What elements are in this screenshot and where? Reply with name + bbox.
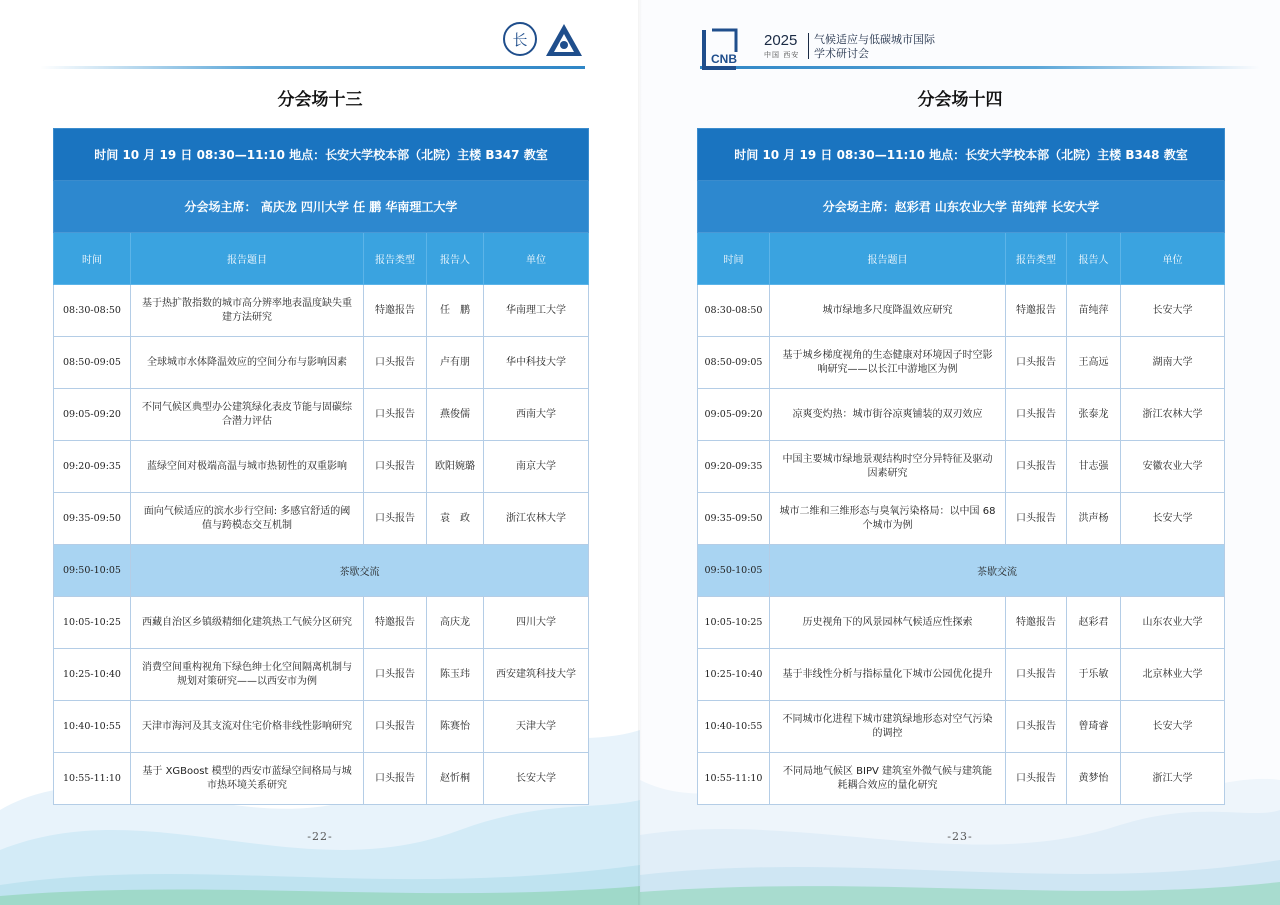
conference-title: [814, 33, 935, 61]
talk-time: 09:35-09:50: [54, 493, 131, 545]
conference-title-line: 气候适应与低碳城市国际: [814, 33, 935, 46]
talk-topic: 面向气候适应的滨水步行空间: 多感官舒适的阈值与跨模态交互机制: [131, 493, 364, 545]
break-time: 09:50-10:05: [54, 545, 131, 597]
talk-topic: 不同气候区典型办公建筑绿化表皮节能与固碳综合潜力评估: [131, 389, 364, 441]
talk-speaker: 卢有朋: [427, 337, 484, 389]
talk-topic: 基于热扩散指数的城市高分辨率地表温度缺失重建方法研究: [131, 285, 364, 337]
chair-row: [698, 181, 1225, 233]
talk-speaker: 陈赛怡: [427, 701, 484, 753]
column-header: 报告题目: [770, 233, 1006, 285]
talk-speaker: 赵彩君: [1067, 597, 1121, 649]
column-header: 时间: [54, 233, 131, 285]
talk-topic: 基于城乡梯度视角的生态健康对环境因子时空影响研究——以长江中游地区为例: [770, 337, 1006, 389]
cnb-logo-icon: [700, 28, 740, 70]
table-header: [54, 233, 589, 285]
talk-unit: 长安大学: [1121, 701, 1225, 753]
talk-type: 特邀报告: [1006, 597, 1067, 649]
talk-time: 09:05-09:20: [698, 389, 770, 441]
time-location-info: 时间 10 月 19 日 08:30—11:10 地点：长安大学校本部（北院）主楼 B347 教室: [54, 129, 589, 181]
schedule-table: [697, 128, 1225, 805]
conference-year: 2025: [764, 32, 798, 49]
seal-char: 长: [512, 30, 528, 49]
talk-time: 09:05-09:20: [54, 389, 131, 441]
table-row: [54, 337, 589, 389]
table-row: [698, 701, 1225, 753]
column-header: 报告类型: [364, 233, 427, 285]
talk-topic: 基于非线性分析与指标量化下城市公园优化提升: [770, 649, 1006, 701]
talk-time: 08:30-08:50: [698, 285, 770, 337]
talk-type: 口头报告: [364, 701, 427, 753]
talk-speaker: 洪声杨: [1067, 493, 1121, 545]
time-location-info: 时间 10 月 19 日 08:30—11:10 地点：长安大学校本部（北院）主楼 B348 教室: [698, 129, 1225, 181]
talk-time: 10:25-10:40: [54, 649, 131, 701]
talk-time: 09:35-09:50: [698, 493, 770, 545]
triangle-emblem-icon: [544, 22, 584, 58]
table-header: [698, 233, 1225, 285]
talk-speaker: 陈玉玮: [427, 649, 484, 701]
column-header: 时间: [698, 233, 770, 285]
talk-topic: 基于 XGBoost 模型的西安市蓝绿空间格局与城市热环境关系研究: [131, 753, 364, 805]
book-spine-shadow: [638, 0, 642, 905]
talk-type: 口头报告: [364, 441, 427, 493]
talk-type: 口头报告: [1006, 441, 1067, 493]
break-row: [698, 545, 1225, 597]
talk-unit: 浙江农林大学: [1121, 389, 1225, 441]
column-header: 单位: [1121, 233, 1225, 285]
talk-unit: 西安建筑科技大学: [484, 649, 589, 701]
header-divider: [808, 33, 809, 59]
talk-speaker: 赵忻桐: [427, 753, 484, 805]
column-header: 报告人: [1067, 233, 1121, 285]
talk-topic: 城市二维和三维形态与臭氧污染格局：以中国 68 个城市为例: [770, 493, 1006, 545]
chair-row: [54, 181, 589, 233]
table-row: [54, 701, 589, 753]
conference-title-line: 学术研讨会: [814, 47, 869, 60]
talk-time: 09:20-09:35: [54, 441, 131, 493]
talk-time: 10:40-10:55: [698, 701, 770, 753]
talk-unit: 华中科技大学: [484, 337, 589, 389]
talk-type: 口头报告: [1006, 337, 1067, 389]
talk-time: 09:20-09:35: [698, 441, 770, 493]
talk-speaker: 曾琦睿: [1067, 701, 1121, 753]
table-row: [698, 441, 1225, 493]
table-row: [698, 753, 1225, 805]
talk-time: 08:50-09:05: [54, 337, 131, 389]
talk-unit: 长安大学: [1121, 285, 1225, 337]
table-row: [698, 493, 1225, 545]
page-number: -22-: [307, 830, 333, 843]
column-header: 报告类型: [1006, 233, 1067, 285]
talk-unit: 四川大学: [484, 597, 589, 649]
break-label: 茶歇交流: [131, 545, 589, 597]
talk-type: 口头报告: [364, 753, 427, 805]
talk-topic: 消费空间重构视角下绿色绅士化空间隔离机制与规划对策研究——以西安市为例: [131, 649, 364, 701]
talk-type: 口头报告: [1006, 389, 1067, 441]
break-label: 茶歇交流: [770, 545, 1225, 597]
talk-topic: 中国主要城市绿地景观结构时空分异特征及驱动因素研究: [770, 441, 1006, 493]
talk-unit: 西南大学: [484, 389, 589, 441]
break-row: [54, 545, 589, 597]
talk-topic: 历史视角下的风景园林气候适应性探索: [770, 597, 1006, 649]
table-row: [698, 389, 1225, 441]
talk-type: 口头报告: [1006, 701, 1067, 753]
talk-type: 口头报告: [1006, 753, 1067, 805]
talk-type: 口头报告: [364, 389, 427, 441]
talk-speaker: 高庆龙: [427, 597, 484, 649]
talk-type: 特邀报告: [1006, 285, 1067, 337]
table-row: [698, 285, 1225, 337]
talk-unit: 安徽农业大学: [1121, 441, 1225, 493]
column-header: 报告人: [427, 233, 484, 285]
talk-speaker: 任 鹏: [427, 285, 484, 337]
session-title: 分会场十三: [277, 90, 363, 110]
talk-topic: 全球城市水体降温效应的空间分布与影响因素: [131, 337, 364, 389]
conference-place: 中国 西安: [764, 51, 800, 59]
talk-unit: 山东农业大学: [1121, 597, 1225, 649]
talk-time: 10:25-10:40: [698, 649, 770, 701]
table-row: [698, 337, 1225, 389]
talk-topic: 凉爽变灼热：城市街谷凉爽铺装的双刃效应: [770, 389, 1006, 441]
info-row: [698, 129, 1225, 181]
talk-speaker: 欧阳婉璐: [427, 441, 484, 493]
talk-unit: 华南理工大学: [484, 285, 589, 337]
talk-unit: 湖南大学: [1121, 337, 1225, 389]
talk-time: 10:05-10:25: [698, 597, 770, 649]
talk-type: 特邀报告: [364, 285, 427, 337]
talk-speaker: 袁 政: [427, 493, 484, 545]
talk-speaker: 燕俊儒: [427, 389, 484, 441]
talk-unit: 北京林业大学: [1121, 649, 1225, 701]
talk-topic: 不同局地气候区 BIPV 建筑室外微气候与建筑能耗耦合效应的量化研究: [770, 753, 1006, 805]
header-line: [700, 66, 1260, 69]
talk-topic: 天津市海河及其支流对住宅价格非线性影响研究: [131, 701, 364, 753]
table-row: [698, 649, 1225, 701]
break-time: 09:50-10:05: [698, 545, 770, 597]
right-page: [640, 0, 1280, 905]
talk-type: 口头报告: [1006, 493, 1067, 545]
talk-time: 08:30-08:50: [54, 285, 131, 337]
talk-topic: 蓝绿空间对极端高温与城市热韧性的双重影响: [131, 441, 364, 493]
talk-speaker: 王高远: [1067, 337, 1121, 389]
talk-topic: 西藏自治区乡镇级精细化建筑热工气候分区研究: [131, 597, 364, 649]
table-row: [54, 389, 589, 441]
talk-speaker: 苗纯萍: [1067, 285, 1121, 337]
session-title: 分会场十四: [917, 90, 1003, 110]
talk-time: 10:05-10:25: [54, 597, 131, 649]
talk-unit: 长安大学: [484, 753, 589, 805]
talk-time: 10:55-11:10: [698, 753, 770, 805]
table-row: [698, 597, 1225, 649]
talk-speaker: 张泰龙: [1067, 389, 1121, 441]
cnb-logo-text: CNB: [711, 52, 737, 66]
talk-type: 特邀报告: [364, 597, 427, 649]
talk-speaker: 甘志强: [1067, 441, 1121, 493]
session-chairs: 分会场主席：赵彩君 山东农业大学 苗纯萍 长安大学: [698, 181, 1225, 233]
talk-time: 08:50-09:05: [698, 337, 770, 389]
talk-unit: 南京大学: [484, 441, 589, 493]
talk-topic: 不同城市化进程下城市建筑绿地形态对空气污染的调控: [770, 701, 1006, 753]
talk-type: 口头报告: [364, 493, 427, 545]
header-line: [40, 66, 585, 69]
schedule-table: [53, 128, 589, 805]
talk-type: 口头报告: [364, 337, 427, 389]
talk-speaker: 黄梦怡: [1067, 753, 1121, 805]
column-header: 单位: [484, 233, 589, 285]
table-row: [54, 441, 589, 493]
table-row: [54, 753, 589, 805]
talk-time: 10:40-10:55: [54, 701, 131, 753]
talk-speaker: 于乐敏: [1067, 649, 1121, 701]
talk-type: 口头报告: [364, 649, 427, 701]
talk-type: 口头报告: [1006, 649, 1067, 701]
info-row: [54, 129, 589, 181]
talk-unit: 长安大学: [1121, 493, 1225, 545]
table-row: [54, 597, 589, 649]
university-seal-icon: [503, 22, 537, 56]
talk-unit: 浙江大学: [1121, 753, 1225, 805]
talk-time: 10:55-11:10: [54, 753, 131, 805]
session-chairs: 分会场主席： 高庆龙 四川大学 任 鹏 华南理工大学: [54, 181, 589, 233]
talk-unit: 天津大学: [484, 701, 589, 753]
table-row: [54, 285, 589, 337]
table-row: [54, 493, 589, 545]
talk-topic: 城市绿地多尺度降温效应研究: [770, 285, 1006, 337]
page-number: -23-: [947, 830, 973, 843]
column-header: 报告题目: [131, 233, 364, 285]
table-row: [54, 649, 589, 701]
talk-unit: 浙江农林大学: [484, 493, 589, 545]
